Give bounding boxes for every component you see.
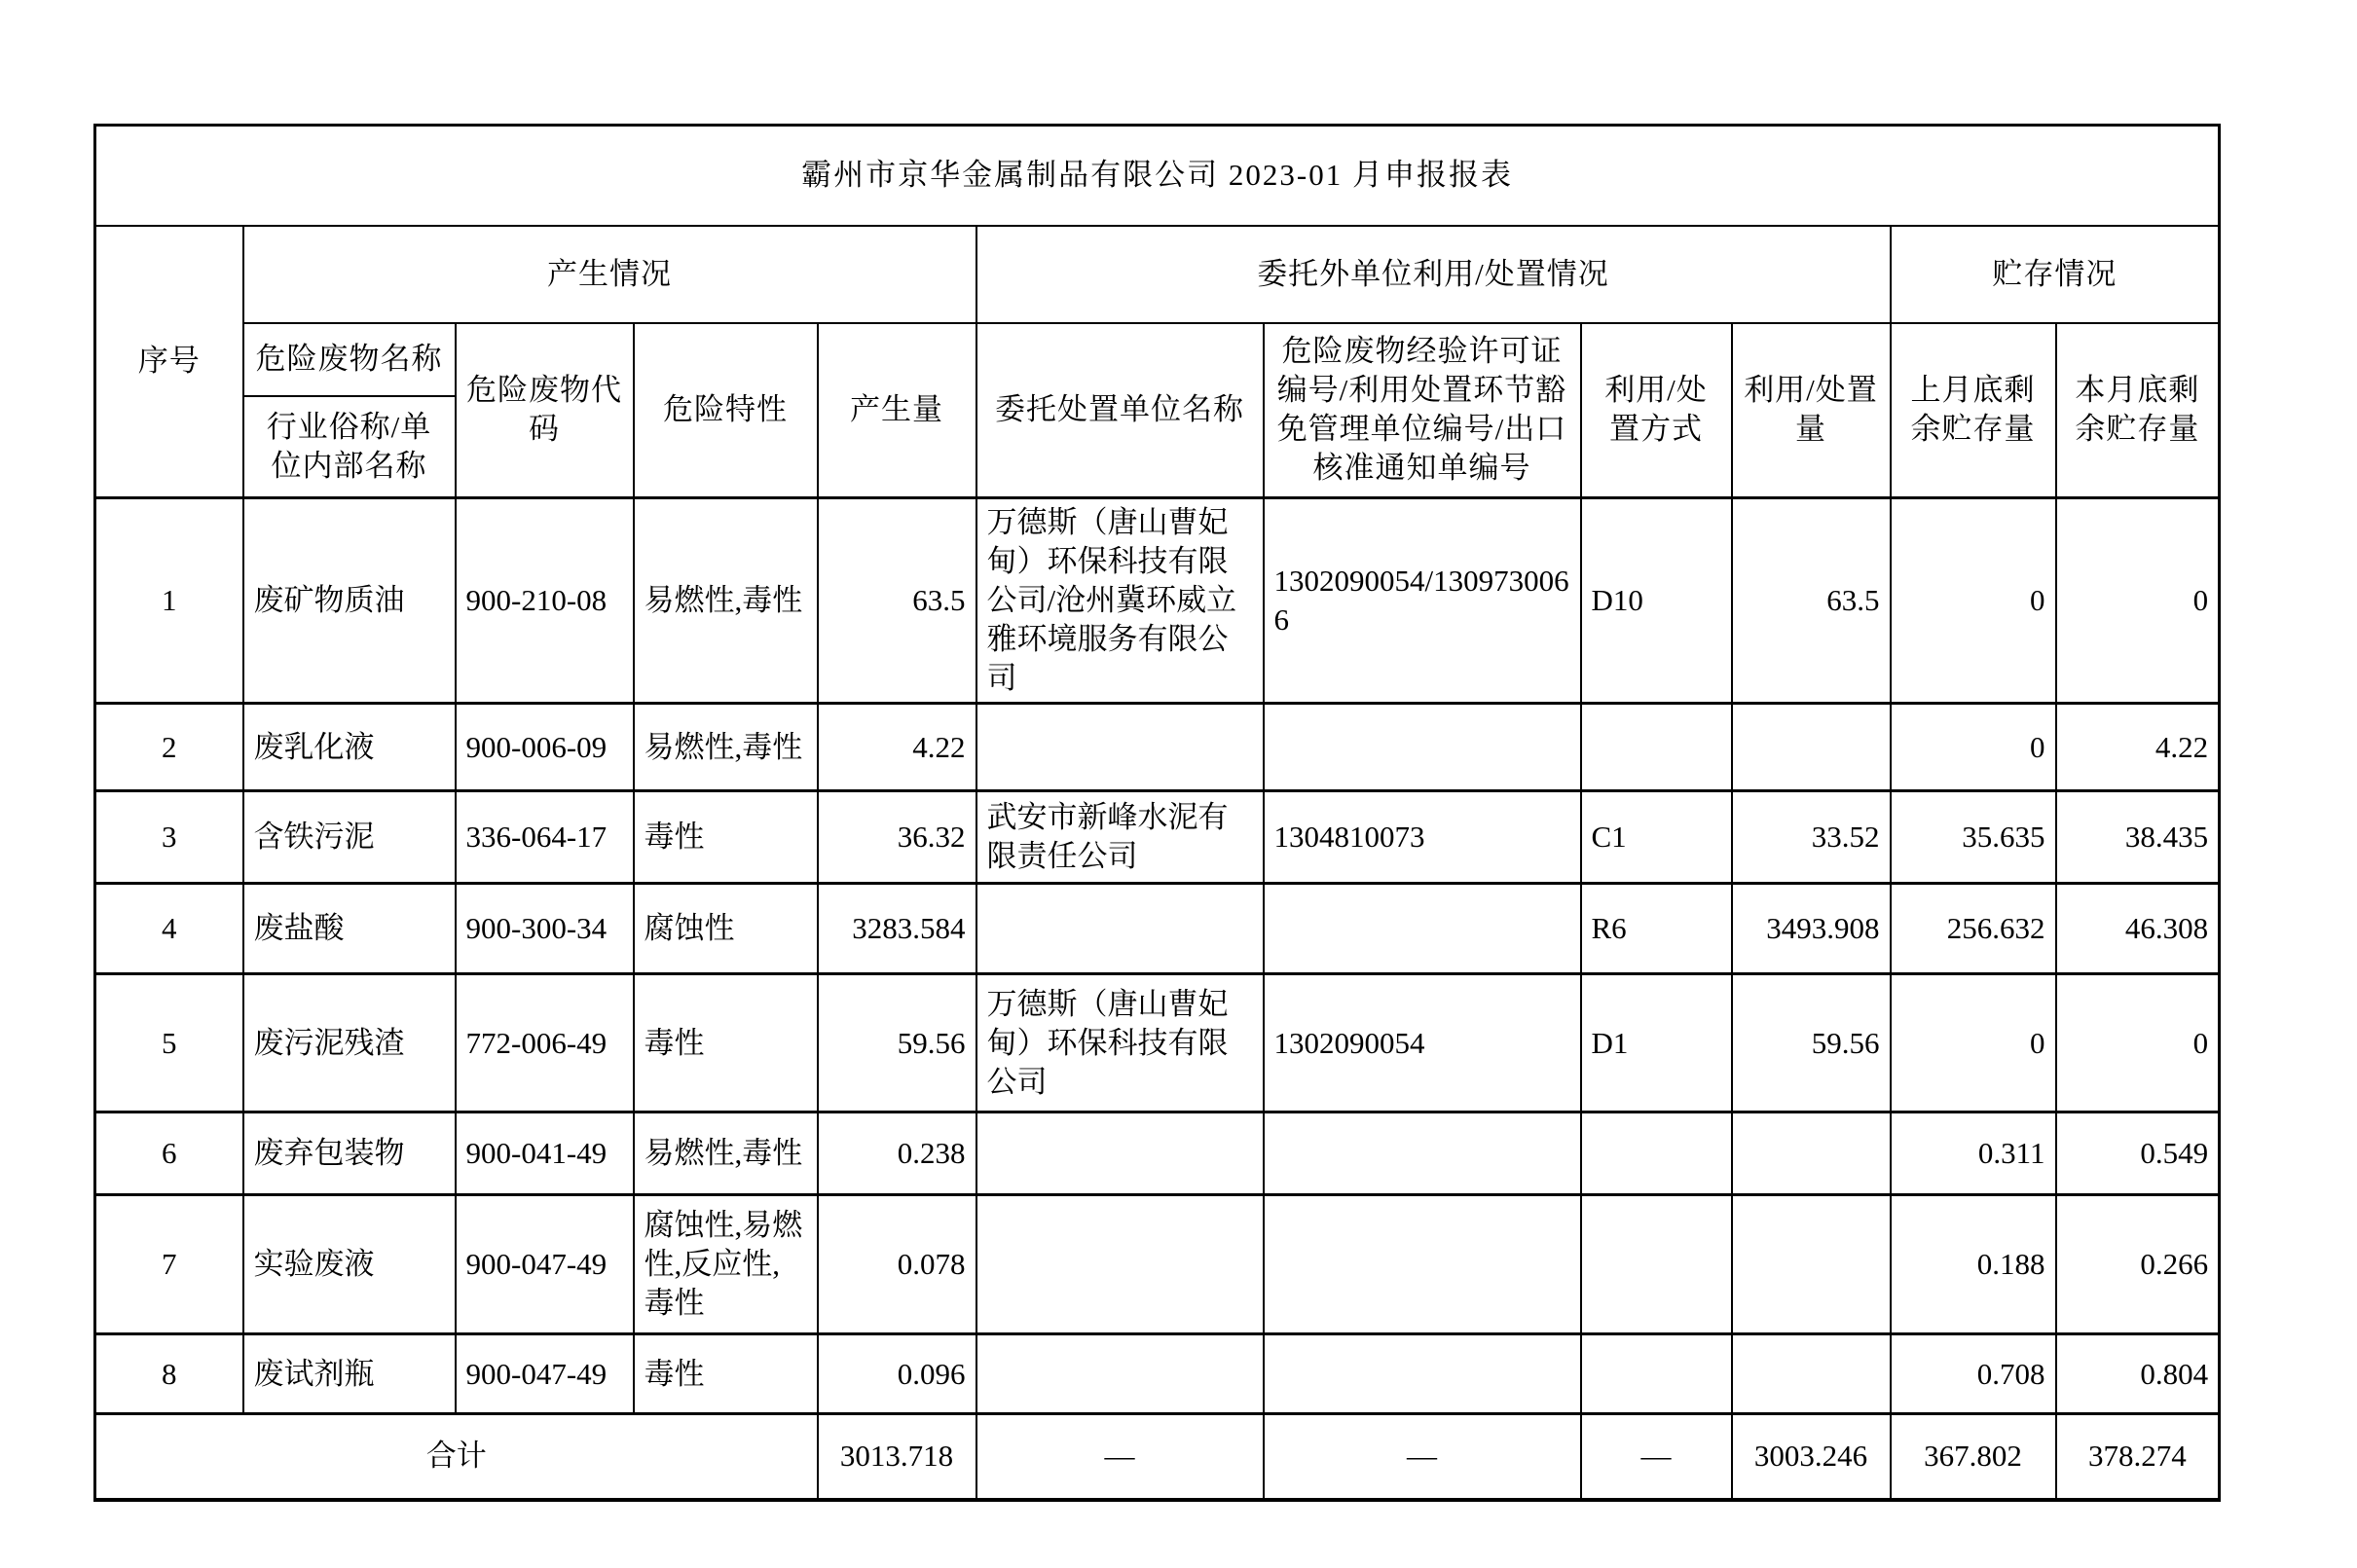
cell-waste-code: 900-047-49 — [456, 1334, 634, 1414]
cell-produced: 0.096 — [818, 1334, 976, 1414]
cell-disposed: 59.56 — [1732, 974, 1891, 1112]
cell-disposed: 3493.908 — [1732, 884, 1891, 974]
header-industry-alias: 行业俗称/单位内部名称 — [243, 396, 456, 498]
cell-waste-code: 900-041-49 — [456, 1112, 634, 1195]
cell-last-month: 35.635 — [1891, 791, 2056, 884]
cell-this-month: 0.266 — [2056, 1195, 2220, 1334]
cell-method: D10 — [1581, 498, 1732, 704]
cell-company: 万德斯（唐山曹妃甸）环保科技有限公司 — [976, 974, 1264, 1112]
cell-company — [976, 1195, 1264, 1334]
cell-hazard-traits: 腐蚀性,易燃性,反应性,毒性 — [634, 1195, 818, 1334]
cell-method — [1581, 1112, 1732, 1195]
cell-this-month: 0 — [2056, 498, 2220, 704]
declaration-table — [93, 124, 2221, 1502]
cell-this-month: 0.549 — [2056, 1112, 2220, 1195]
cell-produced: 59.56 — [818, 974, 976, 1112]
total-row — [95, 1414, 2220, 1500]
cell-waste-code: 900-210-08 — [456, 498, 634, 704]
total-company-dash: — — [976, 1414, 1264, 1500]
total-method-dash: — — [1581, 1414, 1732, 1500]
cell-permit: 1302090054 — [1264, 974, 1581, 1112]
cell-company: 万德斯（唐山曹妃甸）环保科技有限公司/沧州冀环威立雅环境服务有限公司 — [976, 498, 1264, 704]
cell-method: R6 — [1581, 884, 1732, 974]
total-produced: 3013.718 — [818, 1414, 976, 1500]
subheader-row-upper — [95, 323, 2220, 396]
cell-produced: 3283.584 — [818, 884, 976, 974]
cell-waste-code: 772-006-49 — [456, 974, 634, 1112]
total-disposed: 3003.246 — [1732, 1414, 1891, 1500]
cell-method: D1 — [1581, 974, 1732, 1112]
cell-hazard-traits: 易燃性,毒性 — [634, 498, 818, 704]
cell-last-month: 0 — [1891, 704, 2056, 791]
cell-waste-name: 废矿物质油 — [243, 498, 456, 704]
cell-produced: 63.5 — [818, 498, 976, 704]
cell-seq: 5 — [95, 974, 243, 1112]
cell-seq: 3 — [95, 791, 243, 884]
cell-seq: 8 — [95, 1334, 243, 1414]
cell-seq: 4 — [95, 884, 243, 974]
cell-last-month: 256.632 — [1891, 884, 2056, 974]
cell-disposed — [1732, 1112, 1891, 1195]
cell-permit: 1302090054/1309730066 — [1264, 498, 1581, 704]
cell-waste-code: 900-006-09 — [456, 704, 634, 791]
table-row — [95, 704, 2220, 791]
cell-this-month: 38.435 — [2056, 791, 2220, 884]
total-permit-dash: — — [1264, 1414, 1581, 1500]
cell-this-month: 0 — [2056, 974, 2220, 1112]
header-permit-no: 危险废物经验许可证编号/利用处置环节豁免管理单位编号/出口核准通知单编号 — [1264, 323, 1581, 498]
table-row — [95, 791, 2220, 884]
cell-this-month: 46.308 — [2056, 884, 2220, 974]
cell-waste-name: 含铁污泥 — [243, 791, 456, 884]
cell-disposed: 63.5 — [1732, 498, 1891, 704]
cell-this-month: 4.22 — [2056, 704, 2220, 791]
cell-hazard-traits: 毒性 — [634, 974, 818, 1112]
header-last-month-storage: 上月底剩余贮存量 — [1891, 323, 2056, 498]
cell-waste-name: 废乳化液 — [243, 704, 456, 791]
cell-waste-name: 废盐酸 — [243, 884, 456, 974]
cell-disposed — [1732, 1195, 1891, 1334]
cell-produced: 0.078 — [818, 1195, 976, 1334]
table-row — [95, 974, 2220, 1112]
cell-permit — [1264, 704, 1581, 791]
header-waste-code: 危险废物代码 — [456, 323, 634, 498]
header-group-external: 委托外单位利用/处置情况 — [976, 226, 1891, 323]
cell-seq: 2 — [95, 704, 243, 791]
total-label: 合计 — [95, 1414, 818, 1500]
cell-waste-name: 废试剂瓶 — [243, 1334, 456, 1414]
cell-seq: 7 — [95, 1195, 243, 1334]
cell-produced: 4.22 — [818, 704, 976, 791]
header-waste-name: 危险废物名称 — [243, 323, 456, 396]
group-header-row — [95, 226, 2220, 323]
header-produced-amount: 产生量 — [818, 323, 976, 498]
cell-hazard-traits: 毒性 — [634, 791, 818, 884]
title-row — [95, 126, 2220, 226]
cell-last-month: 0.708 — [1891, 1334, 2056, 1414]
cell-waste-name: 废污泥残渣 — [243, 974, 456, 1112]
cell-produced: 36.32 — [818, 791, 976, 884]
cell-waste-code: 336-064-17 — [456, 791, 634, 884]
header-this-month-storage: 本月底剩余贮存量 — [2056, 323, 2220, 498]
header-disposal-method: 利用/处置方式 — [1581, 323, 1732, 498]
cell-method — [1581, 1334, 1732, 1414]
cell-company — [976, 704, 1264, 791]
cell-waste-name: 废弃包装物 — [243, 1112, 456, 1195]
cell-last-month: 0.311 — [1891, 1112, 2056, 1195]
header-disposal-company: 委托处置单位名称 — [976, 323, 1264, 498]
cell-permit — [1264, 1112, 1581, 1195]
cell-last-month: 0.188 — [1891, 1195, 2056, 1334]
cell-waste-code: 900-047-49 — [456, 1195, 634, 1334]
header-hazard-traits: 危险特性 — [634, 323, 818, 498]
cell-company — [976, 1334, 1264, 1414]
header-group-storage: 贮存情况 — [1891, 226, 2220, 323]
cell-waste-name: 实验废液 — [243, 1195, 456, 1334]
cell-disposed — [1732, 704, 1891, 791]
cell-hazard-traits: 易燃性,毒性 — [634, 1112, 818, 1195]
cell-company — [976, 1112, 1264, 1195]
cell-produced: 0.238 — [818, 1112, 976, 1195]
header-seq: 序号 — [95, 226, 243, 498]
cell-hazard-traits: 易燃性,毒性 — [634, 704, 818, 791]
total-last-month: 367.802 — [1891, 1414, 2056, 1500]
cell-method: C1 — [1581, 791, 1732, 884]
table-row — [95, 1334, 2220, 1414]
header-group-produce: 产生情况 — [243, 226, 976, 323]
header-disposal-amount: 利用/处置量 — [1732, 323, 1891, 498]
cell-this-month: 0.804 — [2056, 1334, 2220, 1414]
table-row — [95, 498, 2220, 704]
cell-method — [1581, 704, 1732, 791]
cell-company: 武安市新峰水泥有限责任公司 — [976, 791, 1264, 884]
table-row — [95, 1195, 2220, 1334]
cell-waste-code: 900-300-34 — [456, 884, 634, 974]
cell-permit — [1264, 1195, 1581, 1334]
cell-hazard-traits: 毒性 — [634, 1334, 818, 1414]
cell-hazard-traits: 腐蚀性 — [634, 884, 818, 974]
table-row — [95, 1112, 2220, 1195]
page-title: 霸州市京华金属制品有限公司 2023-01 月申报报表 — [95, 126, 2220, 226]
cell-last-month: 0 — [1891, 498, 2056, 704]
cell-permit: 1304810073 — [1264, 791, 1581, 884]
cell-method — [1581, 1195, 1732, 1334]
cell-last-month: 0 — [1891, 974, 2056, 1112]
cell-company — [976, 884, 1264, 974]
cell-permit — [1264, 1334, 1581, 1414]
cell-disposed: 33.52 — [1732, 791, 1891, 884]
cell-seq: 1 — [95, 498, 243, 704]
cell-seq: 6 — [95, 1112, 243, 1195]
cell-disposed — [1732, 1334, 1891, 1414]
total-this-month: 378.274 — [2056, 1414, 2220, 1500]
table-row — [95, 884, 2220, 974]
cell-permit — [1264, 884, 1581, 974]
